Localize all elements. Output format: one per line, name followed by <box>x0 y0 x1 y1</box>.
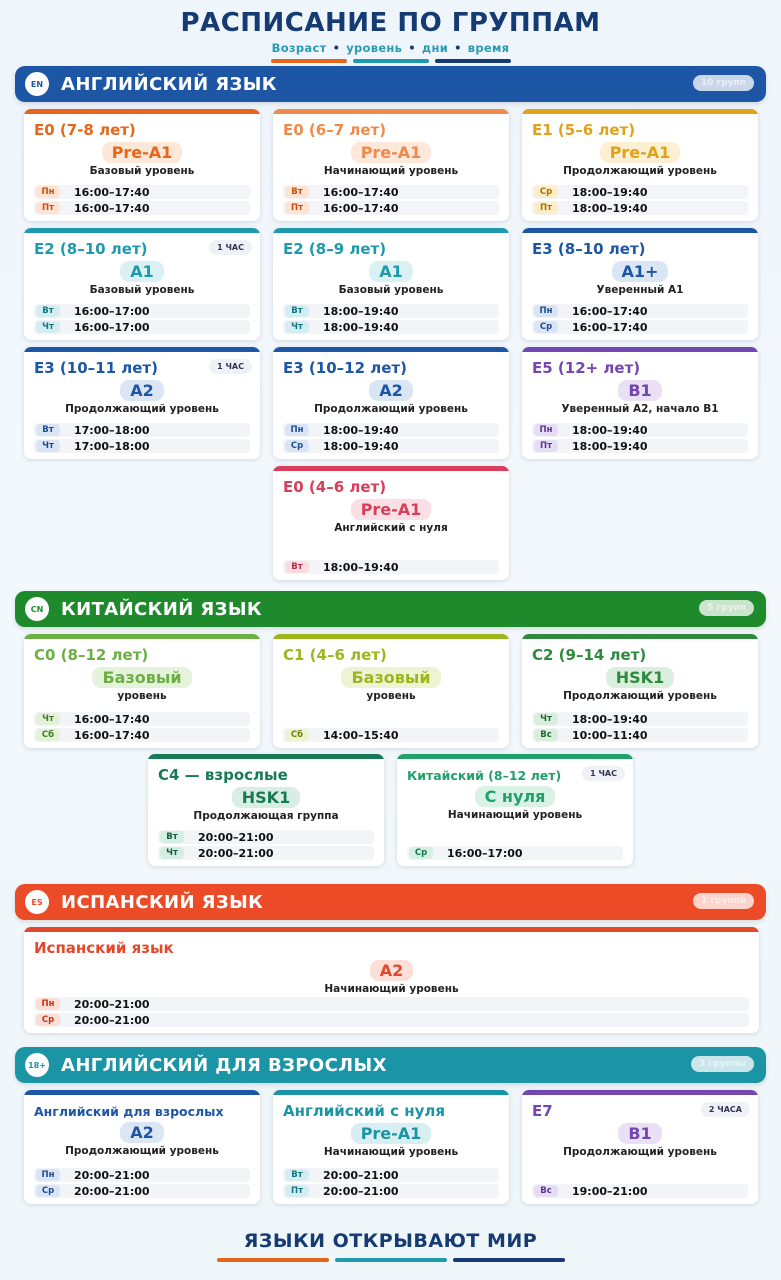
day-badge: Вт <box>285 561 309 573</box>
group-title: C1 (4–6 лет) <box>283 646 387 664</box>
footer-slogan: ЯЗЫКИ ОТКРЫВАЮТ МИР <box>243 1230 538 1252</box>
schedule-rows <box>158 828 374 860</box>
group-card <box>273 228 509 340</box>
level-description: Базовый уровень <box>338 284 444 296</box>
schedule-row <box>34 728 250 742</box>
schedule-row <box>34 1168 250 1182</box>
level-description: Начинающий уровень <box>323 165 459 177</box>
schedule-row <box>283 1168 499 1182</box>
schedule-row <box>283 201 499 215</box>
group-card <box>148 754 384 866</box>
time-range: 14:00–15:40 <box>323 728 399 742</box>
time-range: 18:00–19:40 <box>323 304 399 318</box>
level-badge: Pre-A1 <box>351 1123 432 1144</box>
duration-badge: 2 ЧАСА <box>701 1102 750 1117</box>
schedule-row <box>34 201 250 215</box>
schedule-row <box>34 1013 749 1027</box>
time-range: 18:00–19:40 <box>323 320 399 334</box>
schedule-row <box>283 439 499 453</box>
schedule-rows <box>283 726 499 742</box>
level-description: Начинающий уровень <box>323 1146 459 1158</box>
group-card <box>522 109 758 221</box>
group-card <box>522 228 758 340</box>
schedule-row <box>532 712 748 726</box>
day-badge: Пт <box>534 202 558 214</box>
schedule-rows <box>532 183 748 215</box>
level-description: Базовый уровень <box>89 284 195 296</box>
level-description: Начинающий уровень <box>447 809 583 821</box>
day-badge: Вс <box>534 729 558 741</box>
schedule-rows <box>532 1182 748 1198</box>
level-badge: A2 <box>120 1122 164 1143</box>
level-badge: A2 <box>370 960 414 981</box>
day-badge: Чт <box>534 713 558 725</box>
day-badge: Чт <box>36 440 60 452</box>
time-range: 16:00–17:00 <box>74 304 150 318</box>
day-badge: Сб <box>36 729 60 741</box>
accent-bar-teal <box>335 1258 447 1262</box>
group-title: C0 (8–12 лет) <box>34 646 149 664</box>
level-description: Начинающий уровень <box>324 983 459 995</box>
subtitle-days: дни <box>421 41 449 55</box>
group-title: E2 (8–10 лет) <box>34 240 148 258</box>
language-code-badge: CN <box>25 597 49 621</box>
group-title: E7 <box>532 1102 553 1120</box>
group-card <box>522 347 758 459</box>
day-badge: Ср <box>534 186 558 198</box>
time-range: 18:00–19:40 <box>572 185 648 199</box>
level-badge: HSK1 <box>606 667 674 688</box>
schedule-row <box>34 997 749 1011</box>
accent-bar-navy <box>435 59 511 63</box>
schedule-row <box>283 304 499 318</box>
time-range: 20:00–21:00 <box>323 1168 399 1182</box>
schedule-row <box>532 185 748 199</box>
time-range: 18:00–19:40 <box>323 423 399 437</box>
level-badge: HSK1 <box>232 787 300 808</box>
level-badge: Pre-A1 <box>351 142 432 163</box>
time-range: 16:00–17:40 <box>74 185 150 199</box>
schedule-rows <box>283 421 499 453</box>
section-header <box>15 884 766 920</box>
group-title: Китайский (8–12 лет) <box>407 768 562 783</box>
accent-bar-teal <box>353 59 429 63</box>
group-count-badge: 10 групп <box>693 75 754 91</box>
language-code-badge: EN <box>25 72 49 96</box>
day-badge: Сб <box>285 729 309 741</box>
time-range: 19:00–21:00 <box>572 1184 648 1198</box>
level-description: Продолжающий уровень <box>65 403 219 415</box>
group-card <box>24 634 260 748</box>
level-badge: Базовый <box>92 667 191 688</box>
schedule-row <box>532 423 748 437</box>
group-count-badge: 1 группа <box>693 893 754 909</box>
subtitle-time: время <box>467 41 510 55</box>
level-description: Уверенный A2, начало B1 <box>561 403 719 415</box>
time-range: 18:00–19:40 <box>572 712 648 726</box>
level-wrap <box>273 667 509 688</box>
day-badge: Пт <box>534 440 558 452</box>
group-title: E2 (8–9 лет) <box>283 240 387 258</box>
group-card <box>397 754 633 866</box>
section-cn <box>15 591 766 876</box>
level-description: Английский с нуля <box>334 522 448 534</box>
section-en <box>15 66 766 582</box>
group-count-badge: 5 групп <box>699 600 754 616</box>
level-description: Продолжающий уровень <box>65 1145 219 1157</box>
language-code-badge: 18+ <box>25 1053 49 1077</box>
group-title: E3 (10–12 лет) <box>283 359 407 377</box>
time-range: 18:00–19:40 <box>572 423 648 437</box>
day-badge: Вт <box>285 1169 309 1181</box>
time-range: 18:00–19:40 <box>572 439 648 453</box>
level-badge: Pre-A1 <box>102 142 183 163</box>
day-badge: Пн <box>36 1169 60 1181</box>
duration-badge: 1 ЧАС <box>209 240 252 255</box>
level-badge: Pre-A1 <box>600 142 681 163</box>
schedule-rows <box>532 710 748 742</box>
schedule-row <box>34 439 250 453</box>
section-title: АНГЛИЙСКИЙ ЯЗЫК <box>61 73 277 95</box>
level-wrap <box>273 261 509 282</box>
level-badge: Базовый <box>341 667 440 688</box>
day-badge: Пн <box>285 424 309 436</box>
day-badge: Вт <box>36 424 60 436</box>
level-wrap <box>397 786 633 807</box>
group-title: E0 (7-8 лет) <box>34 121 136 139</box>
language-code-badge: ES <box>25 890 49 914</box>
level-description: Базовый уровень <box>89 165 195 177</box>
schedule-row <box>532 320 748 334</box>
level-badge: С нуля <box>475 786 556 807</box>
time-range: 18:00–19:40 <box>323 439 399 453</box>
day-badge: Пт <box>36 202 60 214</box>
level-wrap <box>148 787 384 808</box>
section-header <box>15 591 766 627</box>
schedule-row <box>158 830 374 844</box>
header-accent-bars <box>0 59 781 63</box>
header <box>0 0 781 64</box>
day-badge: Ср <box>534 321 558 333</box>
schedule-rows <box>532 421 748 453</box>
schedule-row <box>34 304 250 318</box>
time-range: 16:00–17:40 <box>323 201 399 215</box>
time-range: 16:00–17:40 <box>572 304 648 318</box>
duration-badge: 1 ЧАС <box>209 359 252 374</box>
schedule-row <box>158 846 374 860</box>
level-wrap <box>24 380 260 401</box>
time-range: 16:00–17:40 <box>572 320 648 334</box>
time-range: 20:00–21:00 <box>74 997 150 1011</box>
time-range: 16:00–17:40 <box>74 201 150 215</box>
schedule-row <box>283 423 499 437</box>
group-card <box>273 1090 509 1204</box>
group-title: E0 (4–6 лет) <box>283 478 387 496</box>
group-card <box>273 109 509 221</box>
level-badge: A1+ <box>612 261 669 282</box>
level-wrap <box>24 960 759 981</box>
schedule-rows <box>407 844 623 860</box>
group-card <box>522 634 758 748</box>
footer-accent-bars <box>0 1258 781 1262</box>
schedule-row <box>283 320 499 334</box>
level-badge: A1 <box>369 261 413 282</box>
group-title: Испанский язык <box>34 939 174 957</box>
group-title: C2 (9–14 лет) <box>532 646 647 664</box>
schedule-row <box>34 185 250 199</box>
schedule-rows <box>34 995 749 1027</box>
group-card <box>24 347 260 459</box>
schedule-rows <box>283 1166 499 1198</box>
level-wrap <box>273 1123 509 1144</box>
time-range: 16:00–17:00 <box>74 320 150 334</box>
group-title: E5 (12+ лет) <box>532 359 641 377</box>
level-wrap <box>522 380 758 401</box>
schedule-row <box>407 846 623 860</box>
day-badge: Чт <box>36 713 60 725</box>
day-badge: Пт <box>285 1185 309 1197</box>
day-badge: Вт <box>285 186 309 198</box>
time-range: 20:00–21:00 <box>198 830 274 844</box>
schedule-row <box>283 185 499 199</box>
level-wrap <box>273 499 509 520</box>
level-wrap <box>24 1122 260 1143</box>
level-description: Продолжающий уровень <box>314 403 468 415</box>
day-badge: Пн <box>36 186 60 198</box>
accent-bar-orange <box>271 59 347 63</box>
page-title: РАСПИСАНИЕ ПО ГРУППАМ <box>180 8 601 38</box>
level-description: уровень <box>366 690 416 702</box>
level-wrap <box>522 261 758 282</box>
subtitle-dot: • <box>408 41 416 55</box>
level-description: Продолжающая группа <box>193 810 339 822</box>
level-wrap <box>24 142 260 163</box>
group-count-badge: 3 группы <box>691 1056 754 1072</box>
day-badge: Ср <box>285 440 309 452</box>
level-description: Уверенный A1 <box>596 284 684 296</box>
schedule-row <box>283 728 499 742</box>
level-description: Продолжающий уровень <box>563 1146 717 1158</box>
level-description: Продолжающий уровень <box>563 165 717 177</box>
day-badge: Чт <box>160 847 184 859</box>
schedule-rows <box>283 302 499 334</box>
level-wrap <box>273 380 509 401</box>
day-badge: Пт <box>285 202 309 214</box>
schedule-rows <box>34 1166 250 1198</box>
footer <box>0 1230 781 1262</box>
day-badge: Пн <box>534 424 558 436</box>
level-wrap <box>24 667 260 688</box>
time-range: 20:00–21:00 <box>74 1184 150 1198</box>
level-wrap <box>522 142 758 163</box>
time-range: 20:00–21:00 <box>198 846 274 860</box>
group-title: E3 (10–11 лет) <box>34 359 158 377</box>
section-header <box>15 66 766 102</box>
day-badge: Ср <box>36 1185 60 1197</box>
accent-bar-navy <box>453 1258 565 1262</box>
day-badge: Вт <box>285 305 309 317</box>
group-title: Английский с нуля <box>283 1102 446 1120</box>
subtitle-level: уровень <box>346 41 403 55</box>
section-es <box>15 884 766 1034</box>
group-title: E1 (5–6 лет) <box>532 121 636 139</box>
section-18plus <box>15 1047 766 1207</box>
schedule-rows <box>34 421 250 453</box>
day-badge: Чт <box>285 321 309 333</box>
subtitle-dot: • <box>454 41 462 55</box>
group-title: E0 (6–7 лет) <box>283 121 387 139</box>
level-badge: A1 <box>120 261 164 282</box>
schedule-rows <box>34 183 250 215</box>
schedule-row <box>532 304 748 318</box>
level-badge: A2 <box>120 380 164 401</box>
time-range: 16:00–17:40 <box>74 712 150 726</box>
time-range: 20:00–21:00 <box>74 1013 150 1027</box>
schedule-rows <box>34 302 250 334</box>
level-badge: A2 <box>369 380 413 401</box>
level-wrap <box>273 142 509 163</box>
time-range: 20:00–21:00 <box>74 1168 150 1182</box>
group-title: E3 (8–10 лет) <box>532 240 646 258</box>
schedule-row <box>34 423 250 437</box>
time-range: 16:00–17:00 <box>447 846 523 860</box>
schedule-row <box>283 1184 499 1198</box>
schedule-row <box>532 728 748 742</box>
group-card <box>24 228 260 340</box>
day-badge: Пн <box>36 998 60 1010</box>
level-wrap <box>522 1123 758 1144</box>
schedule-row <box>34 320 250 334</box>
time-range: 16:00–17:40 <box>74 728 150 742</box>
day-badge: Ср <box>36 1014 60 1026</box>
group-card <box>273 634 509 748</box>
time-range: 18:00–19:40 <box>323 560 399 574</box>
time-range: 18:00–19:40 <box>572 201 648 215</box>
duration-badge: 1 ЧАС <box>582 766 625 781</box>
day-badge: Пн <box>534 305 558 317</box>
level-badge: B1 <box>618 380 661 401</box>
page-subtitle <box>0 41 781 55</box>
level-wrap <box>522 667 758 688</box>
schedule-rows <box>34 710 250 742</box>
group-card <box>273 347 509 459</box>
group-card <box>24 927 759 1033</box>
schedule-row <box>34 712 250 726</box>
group-card <box>24 109 260 221</box>
day-badge: Чт <box>36 321 60 333</box>
group-card <box>522 1090 758 1204</box>
schedule-row <box>532 201 748 215</box>
schedule-row <box>532 439 748 453</box>
schedule-row <box>34 1184 250 1198</box>
group-card <box>24 1090 260 1204</box>
schedule-rows <box>532 302 748 334</box>
subtitle-dot: • <box>332 41 341 55</box>
schedule-row <box>283 560 499 574</box>
time-range: 10:00–11:40 <box>572 728 648 742</box>
time-range: 17:00–18:00 <box>74 439 150 453</box>
day-badge: Вт <box>160 831 184 843</box>
schedule-row <box>532 1184 748 1198</box>
accent-bar-orange <box>217 1258 329 1262</box>
group-title: Английский для взрослых <box>34 1104 224 1119</box>
level-wrap <box>24 261 260 282</box>
time-range: 17:00–18:00 <box>74 423 150 437</box>
level-description: Продолжающий уровень <box>563 690 717 702</box>
day-badge: Вт <box>36 305 60 317</box>
section-title: ИСПАНСКИЙ ЯЗЫК <box>61 891 264 913</box>
section-title: АНГЛИЙСКИЙ ДЛЯ ВЗРОСЛЫХ <box>61 1054 387 1076</box>
level-badge: B1 <box>618 1123 661 1144</box>
level-description: уровень <box>117 690 167 702</box>
subtitle-age: Возраст <box>271 41 327 55</box>
schedule-rows <box>283 183 499 215</box>
group-title: C4 — взрослые <box>158 766 288 784</box>
level-badge: Pre-A1 <box>351 499 432 520</box>
time-range: 20:00–21:00 <box>323 1184 399 1198</box>
day-badge: Вс <box>534 1185 558 1197</box>
group-card <box>273 466 509 580</box>
time-range: 16:00–17:40 <box>323 185 399 199</box>
schedule-rows <box>283 558 499 574</box>
day-badge: Ср <box>409 847 433 859</box>
section-title: КИТАЙСКИЙ ЯЗЫК <box>61 598 262 620</box>
section-header <box>15 1047 766 1083</box>
